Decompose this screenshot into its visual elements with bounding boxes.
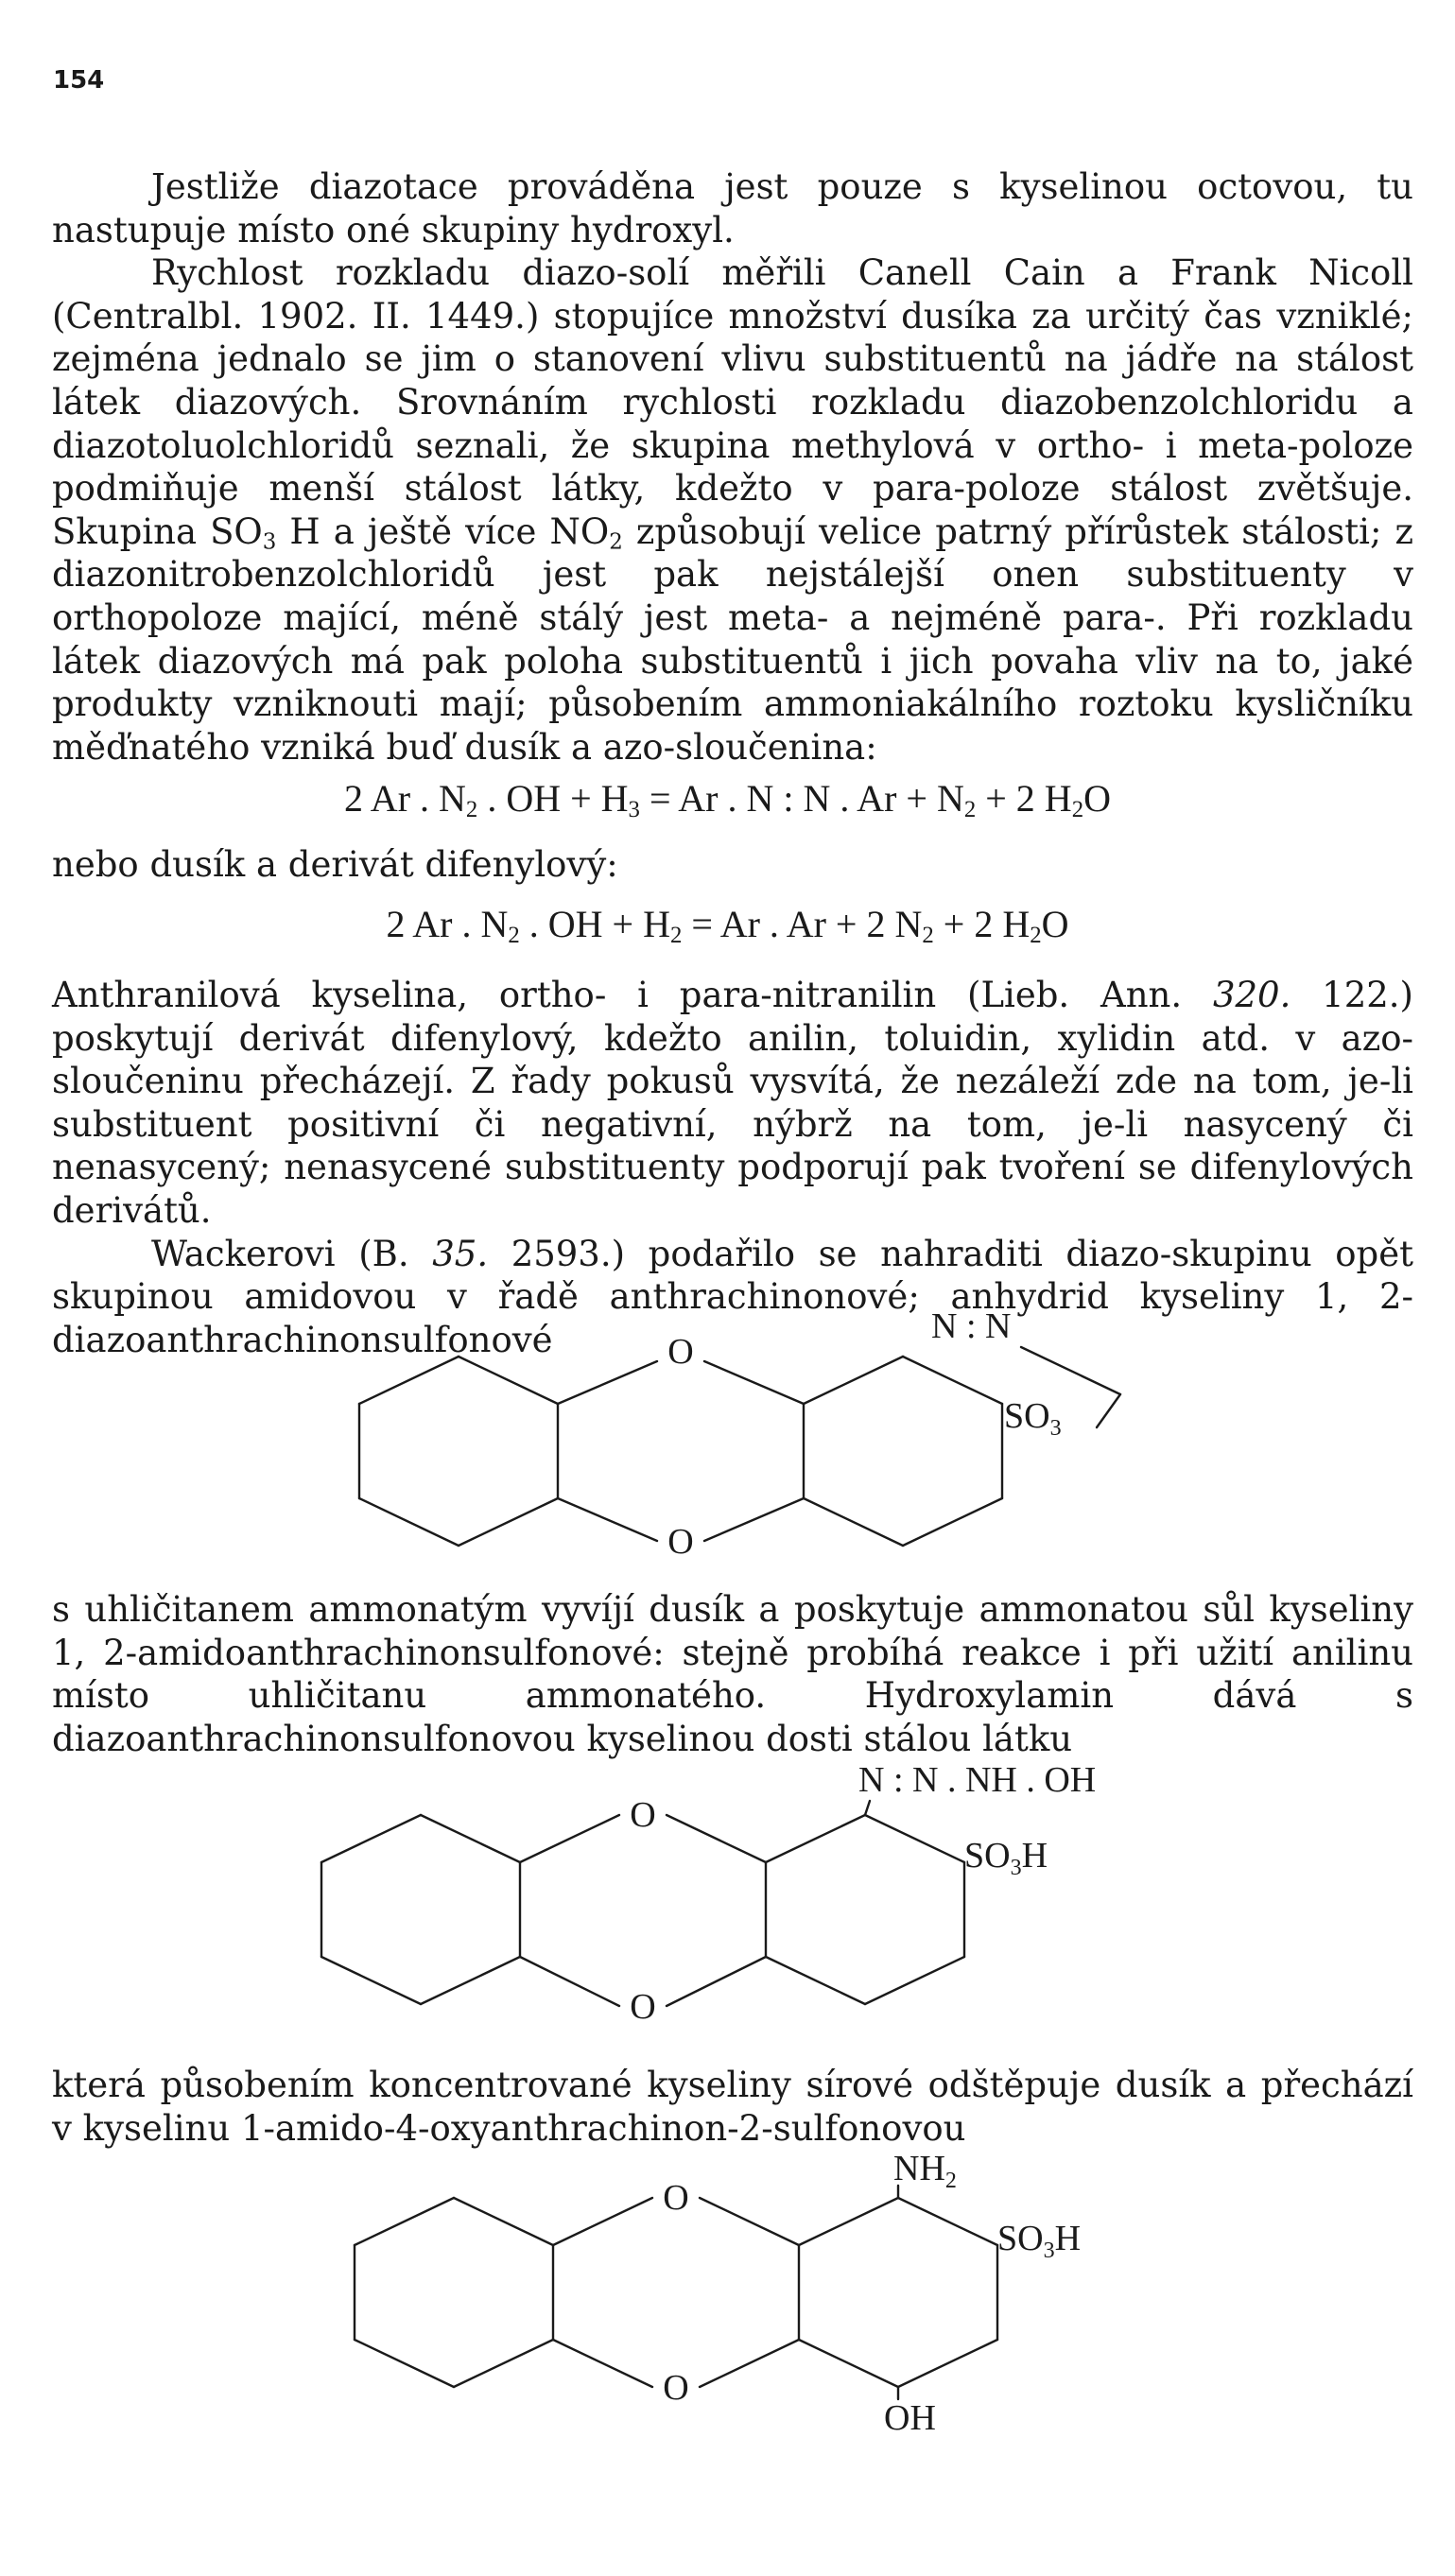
structure-hydroxylamine-product	[0, 1758, 1455, 2042]
right-benzene-ring	[766, 1815, 964, 2004]
paragraph-diazotation: Jestliže diazotace prováděna jest pouze s kyselinou octovou, tu nastupuje místo oné skupiny hydroxyl.	[52, 166, 1413, 251]
structure-diazo-anhydride	[0, 1309, 1455, 1583]
hydroxylamino-diazo-label: N : N . NH . OH	[858, 1760, 1097, 1800]
sulfo-label: $SO_3$	[1004, 1396, 1062, 1441]
right-benzene-ring	[804, 1357, 1002, 1546]
oxygen-label-bottom: O	[667, 1522, 694, 1562]
equation-diphenyl: 2 Ar . $N_2$ . OH + $H_2 = Ar$ . Ar + 2 $N_2 + 2$ $H_2O$	[386, 903, 1069, 949]
middle-dioxane-ring	[558, 1361, 804, 1541]
oxygen-label-bottom: O	[630, 1987, 656, 2027]
paragraph-anthranilic: Anthranilová kyselina, ortho- i para-nitranilin (Lieb. Ann. 320. 122.) poskytují derivát difenylový, kdežto anilin, toluidin, xylidin atd. v azo-sloučeninu přecházejí. Z řady pokusů vysvítá, že nezáleží zde na tom, je-li substituent positivní či negativní, nýbrž na tom, je-li nasycený či nenasycený; nenasycené substituenty podporují pak tvoření se difenylových derivátů.	[52, 975, 1413, 1231]
text-block-intro	[52, 165, 1413, 769]
diazo-label: N : N	[931, 1309, 1012, 1346]
hydroxyl-label: OH	[884, 2398, 936, 2438]
right-benzene-ring	[799, 2198, 997, 2387]
substituent-bond	[865, 1801, 870, 1815]
page-number: 154	[53, 66, 105, 95]
text-nebo-dusik: nebo dusík a derivát difenylový:	[52, 844, 618, 885]
text-block-sulfuric: která působením koncentrované kyseliny sírové odštěpuje dusík a přechází v kyselinu 1-amido-4-oxyanthrachinon-2-sulfonovou	[52, 2065, 1413, 2149]
text-block-ammonium: s uhličitanem ammonatým vyvíjí dusík a poskytuje ammonatou sůl kyseliny 1, 2-amidoanthrachinonsulfonové: stejně probíhá reakce i při užití anilinu místo uhličitanu ammonatého. Hydroxylamin dává s diazoanthrachinonsulfonovou kyselinou dosti stálou látku	[52, 1589, 1413, 1759]
equation-azo-compound: 2 Ar . $N_2$ . OH + $H_3 = Ar$ . N : N . $Ar + N_2 + 2$ $H_2O$	[344, 777, 1111, 823]
paragraph-decomposition-rate: Rychlost rozkladu diazo-solí měřili Canell Cain a Frank Nicoll (Centralbl. 1902. II. 1449.) stopujíce množství dusíka za určitý čas vzniklé; zejména jednalo se jim o stanovení vlivu substituentů na jádře na stálost látek diazových. Srovnáním rychlosti rozkladu diazobenzolchloridu a diazotoluolchloridů seznali, že skupina methylová v ortho- i meta-poloze podmiňuje menší stálost látky, kdežto v para-poloze stálost zvětšuje. Skupina $SO_3$ H a ještě více $NO_2$ způsobují velice patrný přírůstek stálosti; z diazonitrobenzolchloridů jest pak nejstálejší onen substituenty v orthopoloze mající, méně stálý jest meta- a nejméně para-. Při rozkladu látek diazových má pak poloha substituentů i jich povaha vliv na to, jaké produkty vzniknouti mají; působením ammoniakálního roztoku kysličníku měďnatého vzniká buď dusík a azo-sloučenina:	[52, 252, 1413, 768]
oxygen-label-top: O	[663, 2178, 689, 2218]
oxygen-label-top: O	[630, 1795, 656, 1835]
middle-dioxane-ring	[553, 2198, 799, 2387]
amino-label: $NH_2$	[893, 2149, 957, 2193]
left-benzene-ring	[359, 1357, 558, 1546]
oxygen-label-bottom: O	[663, 2368, 689, 2408]
sulfonic-acid-label: $SO_3H$	[964, 1836, 1048, 1880]
text-block-anthranilic	[52, 974, 1413, 1361]
sulfonic-acid-label: $SO_3H$	[997, 2219, 1082, 2263]
left-benzene-ring	[355, 2198, 553, 2387]
structure-amido-oxy-sulfonic	[0, 2146, 1455, 2439]
oxygen-label-top: O	[667, 1332, 694, 1372]
middle-dioxane-ring	[520, 1815, 766, 2006]
paragraph-wacker: Wackerovi (B. 35. 2593.) podařilo se nahraditi diazo-skupinu opět skupinou amidovou v řadě anthrachinonové; anhydrid kyseliny 1, 2-diazoanthrachinonsulfonové	[52, 1233, 1413, 1360]
left-benzene-ring	[321, 1815, 520, 2004]
